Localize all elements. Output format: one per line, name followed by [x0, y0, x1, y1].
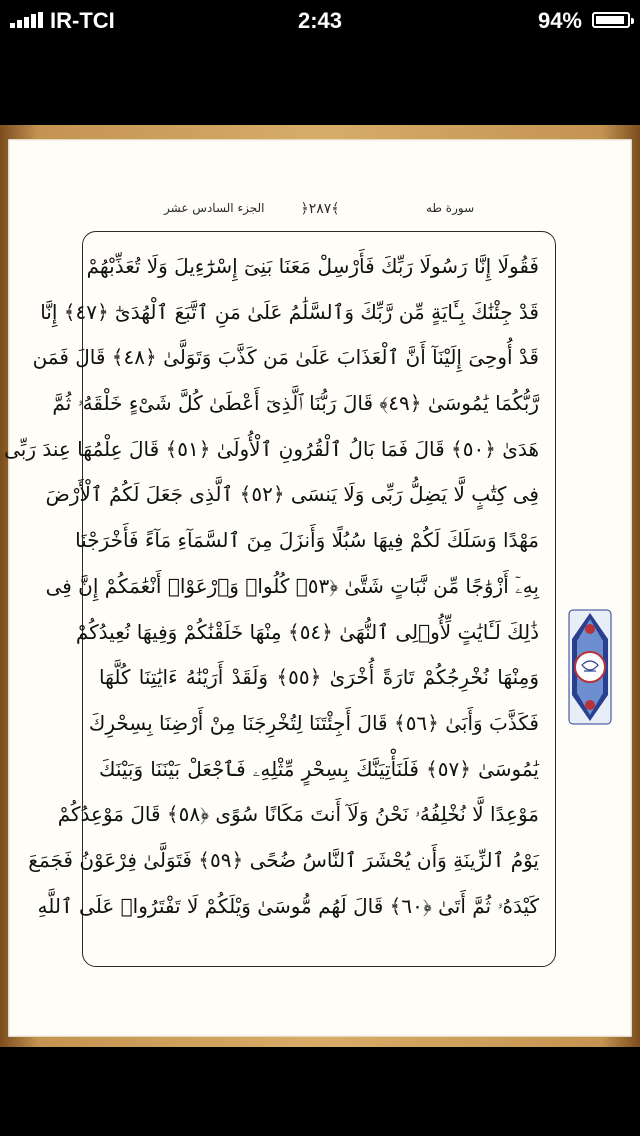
verse-line[interactable]: هَدَىٰ ﴿٥٠﴾ قَالَ فَمَا بَالُ ٱلْقُرُونِ ٱلْأُولَىٰ ﴿٥١﴾ قَالَ عِلْمُهَا عِندَ رَبِّى: [4, 436, 539, 461]
battery-percent: 94%: [537, 8, 582, 33]
surah-label: سورة طه: [426, 201, 475, 215]
status-time: 2:43: [297, 8, 343, 33]
battery-icon: [592, 12, 630, 28]
verse-line[interactable]: يَوْمُ ٱلزِّينَةِ وَأَن يُحْشَرَ ٱلنَّاسُ ضُحًى ﴿٥٩﴾ فَتَوَلَّىٰ فِرْعَوْنُ فَجَمَعَ: [28, 847, 539, 872]
page-number: ﴿٢٨٧﴾: [300, 201, 340, 217]
juz-label: الجزء السادس عشر: [164, 201, 265, 215]
verse-line[interactable]: ذَٰلِكَ لَـَٔايَٰتٍ لِّأُو۟لِى ٱلنُّهَىٰ ﴿٥٤﴾ مِنْهَا خَلَقْنَٰكُمْ وَفِيهَا نُعِيدُكُمْ: [75, 619, 539, 644]
mushaf-page-frame: [0, 125, 640, 1047]
verse-line[interactable]: يَٰمُوسَىٰ ﴿٥٧﴾ فَلَنَأْتِيَنَّكَ بِسِحْرٍ مِّثْلِهِۦ فَٱجْعَلْ بَيْنَنَا وَبَيْنَكَ: [99, 756, 539, 781]
mushaf-page[interactable]: [4, 139, 632, 1037]
verse-line[interactable]: قَدْ أُوحِىَ إِلَيْنَآ أَنَّ ٱلْعَذَابَ عَلَىٰ مَن كَذَّبَ وَتَوَلَّىٰ ﴿٤٨﴾ قَالَ فَمَن: [32, 345, 539, 370]
page-header: [8, 201, 632, 223]
hizb-ornament-icon: [568, 609, 612, 725]
status-bar: [0, 0, 640, 40]
verse-line[interactable]: فِى كِتَٰبٍ لَّا يَضِلُّ رَبِّى وَلَا يَنسَى ﴿٥٢﴾ ٱلَّذِى جَعَلَ لَكُمُ ٱلْأَرْضَ: [45, 482, 539, 507]
verse-line[interactable]: وَمِنْهَا نُخْرِجُكُمْ تَارَةً أُخْرَىٰ ﴿٥٥﴾ وَلَقَدْ أَرَيْنَٰهُ ءَايَٰتِنَا كُلَّهَا: [99, 665, 539, 690]
verses-box: [4, 231, 556, 967]
verse-line[interactable]: رَّبُّكُمَا يَٰمُوسَىٰ ﴿٤٩﴾ قَالَ رَبُّنَا ٱلَّذِىٓ أَعْطَىٰ كُلَّ شَىْءٍ خَلْقَهُۥ ثُمَّ: [52, 391, 539, 416]
verse-line[interactable]: فَكَذَّبَ وَأَبَىٰ ﴿٥٦﴾ قَالَ أَجِئْتَنَا لِتُخْرِجَنَا مِنْ أَرْضِنَا بِسِحْرِكَ: [88, 710, 539, 735]
verse-line[interactable]: كَيْدَهُۥ ثُمَّ أَتَىٰ ﴿٦٠﴾ قَالَ لَهُم مُّوسَىٰ وَيْلَكُمْ لَا تَفْتَرُوا۟ عَلَى ٱللَّهِ: [37, 893, 539, 918]
verse-line[interactable]: فَقُولَا إِنَّا رَسُولَا رَبِّكَ فَأَرْسِلْ مَعَنَا بَنِىٓ إِسْرَٰٓءِيلَ وَلَا تُعَذِّبْهُمْ: [86, 254, 539, 278]
verse-line[interactable]: مَهْدًا وَسَلَكَ لَكُمْ فِيهَا سُبُلًا وَأَنزَلَ مِنَ ٱلسَّمَآءِ مَآءً فَأَخْرَجْنَا: [75, 528, 539, 553]
verse-line[interactable]: مَوْعِدًا لَّا نُخْلِفُهُۥ نَحْنُ وَلَآ أَنتَ مَكَانًا سُوًى ﴿٥٨﴾ قَالَ مَوْعِدُكُمْ: [57, 802, 539, 827]
verse-line[interactable]: بِهِۦٓ أَزْوَٰجًا مِّن نَّبَاتٍ شَتَّىٰ ﴿٥٣﴾ كُلُوا۟ وَٱرْعَوْا۟ أَنْعَٰمَكُمْ إِنَّ فِى: [45, 573, 539, 598]
carrier-name: IR-TCI: [50, 8, 115, 33]
verse-line[interactable]: قَدْ جِئْنَٰكَ بِـَٔايَةٍ مِّن رَّبِّكَ وَٱلسَّلَٰمُ عَلَىٰ مَنِ ٱتَّبَعَ ٱلْهُدَىٰٓ ﴿٤٧﴾ إِنَّا: [40, 299, 539, 324]
